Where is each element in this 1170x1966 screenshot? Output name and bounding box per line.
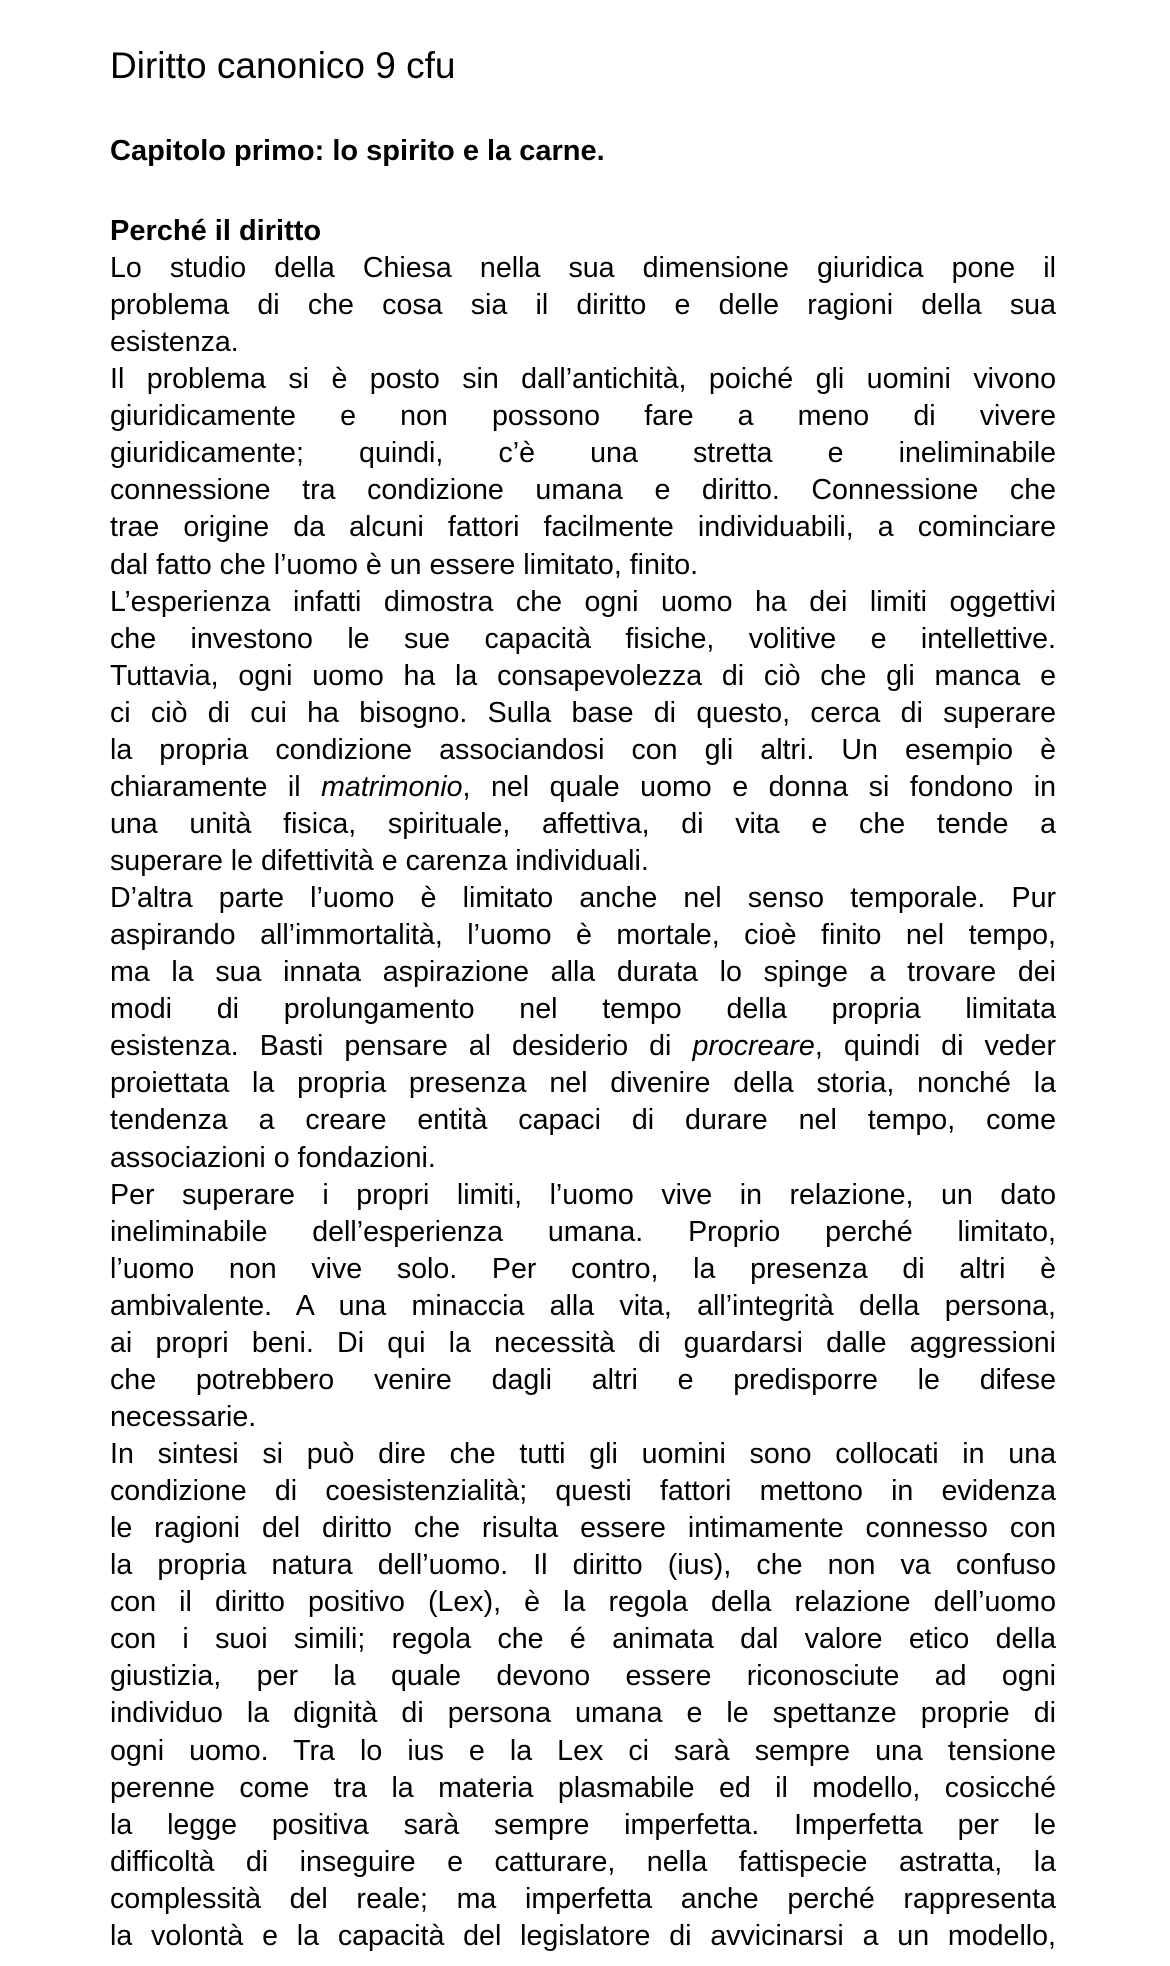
text-line bbox=[110, 1140, 1056, 1177]
text-segment: difficoltà di inseguire e catturare, nella fattispecie astratta, la bbox=[110, 1845, 1056, 1878]
text-line bbox=[110, 1288, 1056, 1325]
text-segment: ma la sua innata aspirazione alla durata lo spinge a trovare dei bbox=[110, 956, 1056, 989]
text-line bbox=[110, 1733, 1056, 1770]
text-segment: perenne come tra la materia plasmabile ed il modello, cosicché bbox=[110, 1771, 1056, 1804]
text-segment: la propria natura dell’uomo. Il diritto (ius), che non va confuso bbox=[110, 1549, 1056, 1582]
text-line bbox=[110, 547, 1056, 584]
text-segment: connessione tra condizione umana e diritto. Connessione che bbox=[110, 474, 1056, 507]
text-segment: , nel quale uomo e donna si fondono in bbox=[462, 770, 1056, 803]
text-line bbox=[110, 806, 1056, 843]
text-line bbox=[110, 287, 1056, 324]
text-segment: ci ciò di cui ha bisogno. Sulla base di questo, cerca di superare bbox=[110, 696, 1056, 729]
text-line bbox=[110, 1473, 1056, 1510]
text-segment: l’uomo non vive solo. Per contro, la presenza di altri è bbox=[110, 1252, 1056, 1285]
text-line bbox=[110, 250, 1056, 287]
text-line bbox=[110, 769, 1056, 806]
text-segment: L’esperienza infatti dimostra che ogni uomo ha dei limiti oggettivi bbox=[110, 585, 1056, 618]
text-line bbox=[110, 584, 1056, 621]
text-segment: le ragioni del diritto che risulta essere intimamente connesso con bbox=[110, 1512, 1056, 1545]
document-title: Diritto canonico 9 cfu bbox=[110, 45, 456, 86]
text-segment: che potrebbero venire dagli altri e predisporre le difese bbox=[110, 1363, 1056, 1396]
text-line bbox=[110, 324, 1056, 361]
text-line bbox=[110, 1658, 1056, 1695]
text-segment: In sintesi si può dire che tutti gli uomini sono collocati in una bbox=[110, 1438, 1056, 1470]
text-segment: ai propri beni. Di qui la necessità di guardarsi dalle aggressioni bbox=[110, 1326, 1056, 1359]
text-line bbox=[110, 1214, 1056, 1251]
text-line bbox=[110, 1065, 1056, 1102]
text-segment: la volontà e la capacità del legislatore di avvicinarsi a un modello, bbox=[110, 1919, 1056, 1952]
text-line bbox=[110, 1547, 1056, 1584]
paragraph bbox=[110, 880, 1056, 1177]
text-line bbox=[110, 435, 1056, 472]
text-line bbox=[110, 1251, 1056, 1288]
text-segment: Per superare i propri limiti, l’uomo vive in relazione, un dato bbox=[110, 1178, 1056, 1211]
text-segment: dal fatto che l’uomo è un essere limitato, finito. bbox=[110, 548, 699, 581]
text-segment: condizione di coesistenzialità; questi fattori mettono in evidenza bbox=[110, 1475, 1056, 1508]
text-line bbox=[110, 954, 1056, 991]
text-segment: superare le difettività e carenza individuali. bbox=[110, 845, 649, 877]
text-line bbox=[110, 732, 1056, 769]
paragraph bbox=[110, 250, 1056, 361]
text-segment: Lo studio della Chiesa nella sua dimensione giuridica pone il bbox=[110, 252, 1056, 284]
body-text bbox=[110, 250, 1056, 1955]
italic-term: matrimonio bbox=[321, 770, 463, 803]
text-line bbox=[110, 843, 1056, 880]
text-segment: giustizia, per la quale devono essere riconosciute ad ogni bbox=[110, 1660, 1056, 1693]
text-segment: la legge positiva sarà sempre imperfetta. Imperfetta per le bbox=[110, 1808, 1056, 1841]
text-segment: la propria condizione associandosi con gli altri. Un esempio è bbox=[110, 733, 1056, 766]
chapter-heading: Capitolo primo: lo spirito e la carne. bbox=[110, 135, 605, 167]
section-heading: Perché il diritto bbox=[110, 215, 322, 247]
italic-term: procreare bbox=[692, 1030, 815, 1063]
text-line bbox=[110, 1028, 1056, 1065]
text-line bbox=[110, 1807, 1056, 1844]
text-segment: modi di prolungamento nel tempo della propria limitata bbox=[110, 993, 1056, 1026]
text-segment: problema di che cosa sia il diritto e delle ragioni della sua bbox=[110, 289, 1056, 322]
paragraph bbox=[110, 1436, 1056, 1955]
text-line bbox=[110, 1695, 1056, 1732]
text-segment: chiaramente il bbox=[110, 770, 322, 803]
text-segment: ogni uomo. Tra lo ius e la Lex ci sarà sempre una tensione bbox=[110, 1734, 1056, 1767]
text-segment: che investono le sue capacità fisiche, volitive e intellettive. bbox=[110, 622, 1056, 655]
text-line bbox=[110, 621, 1056, 658]
text-segment: Tuttavia, ogni uomo ha la consapevolezza di ciò che gli manca e bbox=[110, 659, 1056, 692]
text-segment: giuridicamente e non possono fare a meno di vivere bbox=[110, 400, 1056, 433]
text-segment: complessità del reale; ma imperfetta anche perché rappresenta bbox=[110, 1882, 1056, 1915]
text-line bbox=[110, 880, 1056, 917]
text-segment: , quindi di veder bbox=[814, 1030, 1056, 1063]
text-line bbox=[110, 1584, 1056, 1621]
text-segment: associazioni o fondazioni. bbox=[110, 1141, 436, 1174]
text-line bbox=[110, 695, 1056, 732]
text-line bbox=[110, 1510, 1056, 1547]
text-segment: esistenza. Basti pensare al desiderio di bbox=[110, 1030, 693, 1063]
text-line bbox=[110, 472, 1056, 509]
text-line bbox=[110, 1362, 1056, 1399]
text-line bbox=[110, 658, 1056, 695]
text-line bbox=[110, 1844, 1056, 1881]
text-line bbox=[110, 1621, 1056, 1658]
paragraph bbox=[110, 1177, 1056, 1436]
paragraph bbox=[110, 361, 1056, 583]
text-line bbox=[110, 1177, 1056, 1214]
text-line bbox=[110, 509, 1056, 546]
text-segment: tendenza a creare entità capaci di durare nel tempo, come bbox=[110, 1104, 1056, 1137]
text-segment: D’altra parte l’uomo è limitato anche nel senso temporale. Pur bbox=[110, 882, 1056, 915]
text-line bbox=[110, 398, 1056, 435]
text-segment: ambivalente. A una minaccia alla vita, all’integrità della persona, bbox=[110, 1289, 1056, 1322]
text-segment: ineliminabile dell’esperienza umana. Proprio perché limitato, bbox=[110, 1215, 1056, 1248]
text-segment: aspirando all’immortalità, l’uomo è mortale, cioè finito nel tempo, bbox=[110, 919, 1056, 952]
text-line bbox=[110, 1102, 1056, 1139]
text-line bbox=[110, 1881, 1056, 1918]
text-segment: individuo la dignità di persona umana e le spettanze proprie di bbox=[110, 1697, 1056, 1730]
text-line bbox=[110, 1918, 1056, 1955]
text-line bbox=[110, 1436, 1056, 1473]
text-segment: con il diritto positivo (Lex), è la regola della relazione dell’uomo bbox=[110, 1586, 1056, 1619]
text-segment: necessarie. bbox=[110, 1400, 257, 1433]
text-line bbox=[110, 361, 1056, 398]
text-segment: una unità fisica, spirituale, affettiva, di vita e che tende a bbox=[110, 807, 1056, 840]
text-segment: trae origine da alcuni fattori facilmente individuabili, a cominciare bbox=[110, 511, 1056, 544]
text-segment: Il problema si è posto sin dall’antichità, poiché gli uomini vivono bbox=[110, 363, 1056, 396]
text-line bbox=[110, 1770, 1056, 1807]
text-line bbox=[110, 1399, 1056, 1436]
paragraph bbox=[110, 584, 1056, 881]
text-segment: con i suoi simili; regola che é animata dal valore etico della bbox=[110, 1623, 1056, 1656]
text-line bbox=[110, 991, 1056, 1028]
text-segment: giuridicamente; quindi, c’è una stretta e ineliminabile bbox=[110, 437, 1056, 470]
text-segment: esistenza. bbox=[110, 326, 239, 359]
text-line bbox=[110, 1325, 1056, 1362]
text-segment: proiettata la propria presenza nel divenire della storia, nonché la bbox=[110, 1067, 1056, 1100]
text-line bbox=[110, 917, 1056, 954]
